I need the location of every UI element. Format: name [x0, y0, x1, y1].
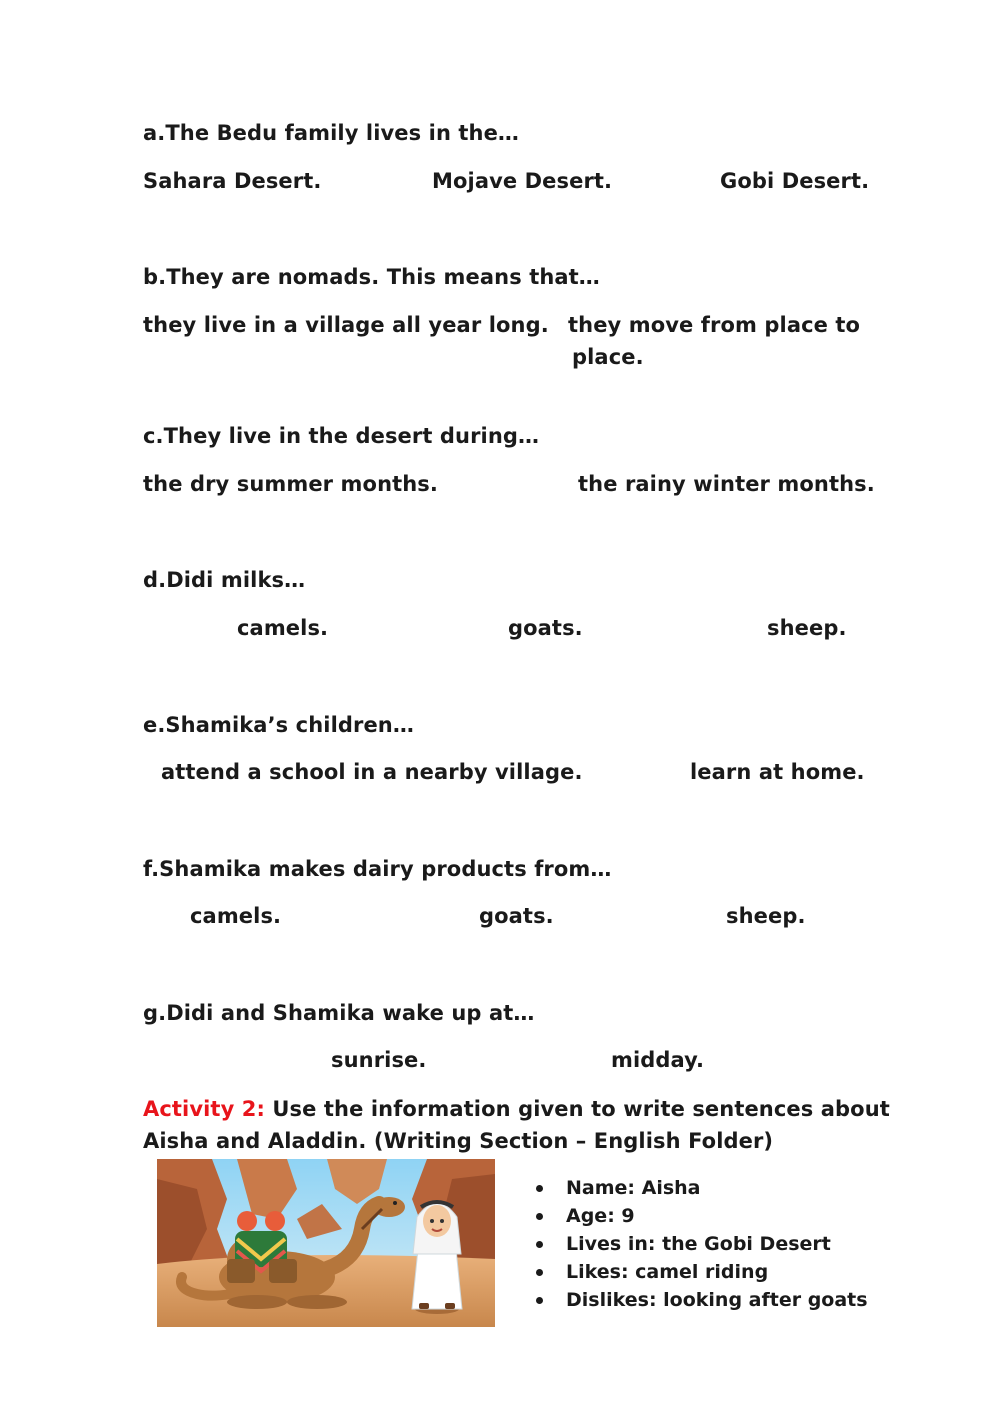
question-c-option-summer[interactable]: the dry summer months. [143, 472, 438, 496]
question-d-option-sheep[interactable]: sheep. [767, 616, 847, 640]
activity-2-text-line2: Aisha and Aladdin. (Writing Section – English Folder) [143, 1129, 774, 1153]
question-b-prompt: b.They are nomads. This means that… [143, 265, 600, 289]
question-d-option-camels[interactable]: camels. [237, 616, 329, 640]
list-item [536, 1202, 868, 1230]
list-item [536, 1174, 868, 1202]
activity-2-instructions [143, 1095, 890, 1123]
bullet-icon [536, 1269, 543, 1276]
bullet-icon [536, 1241, 543, 1248]
question-e-option-school[interactable]: attend a school in a nearby village. [161, 760, 583, 784]
bullet-icon [536, 1185, 543, 1192]
activity-2-label: Activity 2: [143, 1097, 265, 1121]
question-c-prompt: c.They live in the desert during… [143, 424, 540, 448]
question-c-option-winter[interactable]: the rainy winter months. [578, 472, 875, 496]
question-b-option-move[interactable]: they move from place to [568, 313, 861, 337]
question-f-option-goats[interactable]: goats. [479, 904, 554, 928]
activity-2-text-line1: Use the information given to write sentences about [264, 1097, 890, 1121]
profile-lives-in: Lives in: the Gobi Desert [566, 1233, 831, 1255]
bullet-icon [536, 1213, 543, 1220]
profile-dislikes: Dislikes: looking after goats [566, 1289, 868, 1311]
question-e-option-home[interactable]: learn at home. [690, 760, 865, 784]
list-item [536, 1258, 868, 1286]
question-b-option-village[interactable]: they live in a village all year long. [143, 313, 549, 337]
question-g-prompt: g.Didi and Shamika wake up at… [143, 1001, 535, 1025]
question-g-option-sunrise[interactable]: sunrise. [331, 1048, 427, 1072]
list-item [536, 1286, 868, 1314]
question-a-prompt: a.The Bedu family lives in the… [143, 121, 520, 145]
bullet-icon [536, 1297, 543, 1304]
profile-likes: Likes: camel riding [566, 1261, 769, 1283]
question-a-option-mojave[interactable]: Mojave Desert. [432, 169, 613, 193]
profile-age: Age: 9 [566, 1205, 635, 1227]
profile-list [536, 1174, 868, 1314]
question-b-option-move-continued[interactable]: place. [572, 345, 644, 369]
list-item [536, 1230, 868, 1258]
question-a-option-gobi[interactable]: Gobi Desert. [720, 169, 870, 193]
question-e-prompt: e.Shamika’s children… [143, 713, 414, 737]
question-g-option-midday[interactable]: midday. [611, 1048, 705, 1072]
question-d-option-goats[interactable]: goats. [508, 616, 583, 640]
question-f-option-camels[interactable]: camels. [190, 904, 282, 928]
question-a-option-sahara[interactable]: Sahara Desert. [143, 169, 322, 193]
question-d-prompt: d.Didi milks… [143, 568, 306, 592]
profile-name: Name: Aisha [566, 1177, 701, 1199]
camel-and-boy-desert-illustration [157, 1159, 495, 1327]
question-f-option-sheep[interactable]: sheep. [726, 904, 806, 928]
question-f-prompt: f.Shamika makes dairy products from… [143, 857, 612, 881]
